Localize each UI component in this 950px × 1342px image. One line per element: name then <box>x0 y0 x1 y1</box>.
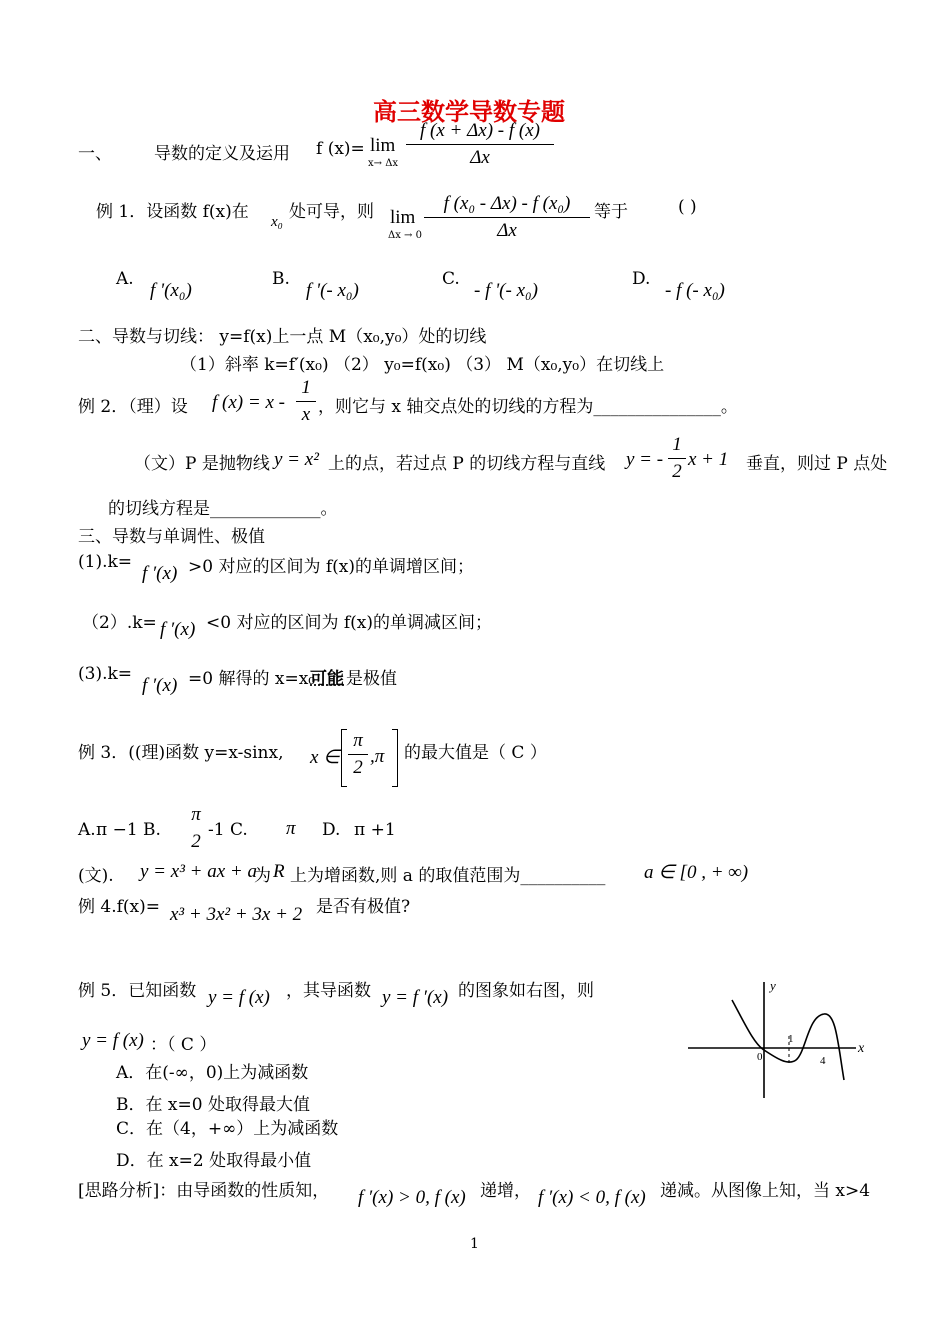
monotonic-line-1a: (1).k= <box>78 552 133 572</box>
ex3-option-d-label: D. <box>322 820 341 840</box>
fraction-numerator: 1 <box>301 377 311 398</box>
ex3-option-a-text: π −1 B. <box>96 820 161 840</box>
option-d-expr: - f (- x₀) <box>665 280 725 301</box>
interval-left-bracket <box>341 729 347 787</box>
ex3-option-b-text: -1 C. <box>208 820 248 840</box>
monotonic-line-1-expr: f ′(x) <box>142 563 178 584</box>
section-two-line: 二、导数与切线： y=f(x)上一点 M（x₀,y₀）处的切线 <box>78 327 487 347</box>
example-five-e2: y = f ′(x) <box>382 987 449 1008</box>
example-three-interval-fraction <box>348 730 368 779</box>
monotonic-line-3b: =0 解得的 x=x₀ <box>188 669 316 689</box>
fraction-denominator: Δx <box>497 220 517 241</box>
ex3-option-c-text: π <box>286 818 296 839</box>
example-two-wen-text4: 的切线方程是_____________。 <box>108 499 338 519</box>
graph-four-label: 4 <box>820 1055 826 1067</box>
fraction-bar <box>296 401 316 402</box>
ex5-option-b: B．在 x=0 处取得最大值 <box>116 1095 310 1115</box>
fraction-bar <box>668 458 686 459</box>
ex3-option-d-text: π +1 <box>354 820 396 840</box>
example-two-text2: ，则它与 x 轴交点处的切线的方程为_______________。 <box>318 397 738 417</box>
example-five-e3: y = f (x) <box>82 1030 144 1051</box>
monotonic-line-2-expr: f ′(x) <box>160 619 196 640</box>
interval-right-bracket <box>392 729 398 787</box>
section-three-title: 三、导数与单调性、极值 <box>78 527 265 547</box>
monotonic-line-1b: >0 对应的区间为 f(x)的单调增区间； <box>188 557 475 577</box>
example-one-fraction <box>424 193 590 242</box>
page-title: 高三数学导数专题 <box>373 98 565 126</box>
example-three-xin: x ∈ <box>310 747 340 768</box>
fraction-numerator: 1 <box>672 434 682 455</box>
analysis-e2: f ′(x) < 0, f (x) <box>538 1187 646 1208</box>
example-three-pi: ,π <box>370 746 385 767</box>
ex3-option-b-fraction <box>186 804 206 853</box>
example-one-text2: 处可导，则 <box>289 202 374 222</box>
section-two-sub: （1）斜率 k=f′(x₀) （2） y₀=f(x₀) （3） M（x₀,y₀）在切线上 <box>180 355 665 375</box>
example-two-fx: f (x) = x - <box>212 392 285 413</box>
page-number: 1 <box>470 1236 479 1252</box>
example-five-text4: ：（ C ） <box>150 1035 217 1055</box>
example-one-lim-sub: Δx → 0 <box>388 230 422 241</box>
example-one-text3: 等于 <box>594 202 628 222</box>
section-one-lim: lim <box>370 135 396 156</box>
section-one-lim-sub: x→ Δx <box>368 158 399 169</box>
section-one-fraction <box>406 120 554 169</box>
example-five-text: 例 5．已知函数 <box>78 981 197 1001</box>
fraction-bar <box>406 144 554 145</box>
example-two-wen-text3: 垂直，则过 P 点处 <box>746 454 888 474</box>
example-four-text2: 是否有极值? <box>316 897 411 917</box>
derivative-graph <box>684 974 884 1104</box>
example-two-wen-text: （文）P 是抛物线 <box>134 454 270 474</box>
example-two-fraction <box>296 377 316 426</box>
monotonic-line-3-expr: f ′(x) <box>142 675 178 696</box>
example-four-text: 例 4.f(x)= <box>78 897 161 917</box>
option-a-expr: f '(x₀) <box>150 280 192 301</box>
example-two-wen-line: y = - <box>626 449 664 470</box>
option-a-label: A. <box>116 269 134 289</box>
ex3-wen-text2: 上为增函数,则 a 的取值范围为__________ <box>290 866 606 886</box>
section-one-text: 导数的定义及运用 <box>154 144 290 164</box>
section-one-label: 一、 <box>78 144 112 164</box>
graph-y-label: y <box>770 978 776 993</box>
ex3-wen-answer: a ∈ [0 , + ∞) <box>644 862 749 883</box>
example-two-wen-line2: x + 1 <box>688 449 729 470</box>
option-b-expr: f '(- x₀) <box>306 280 359 301</box>
monotonic-line-2a: （2）.k= <box>82 613 157 633</box>
example-one-lim: lim <box>390 207 416 228</box>
ex5-option-d: D．在 x=2 处取得最小值 <box>116 1151 312 1171</box>
ex5-option-a: A．在(-∞，0)上为减函数 <box>116 1063 309 1083</box>
example-one-text: 例 1．设函数 f(x)在 <box>96 202 249 222</box>
fraction-numerator: f (x + Δx) - f (x) <box>420 120 540 141</box>
option-c-expr: - f '(- x₀) <box>474 280 538 301</box>
graph-origin-label: 0 <box>757 1051 763 1063</box>
example-five-text2: ，其导函数 <box>286 981 371 1001</box>
ex3-wen-text: 为 <box>254 866 271 886</box>
ex3-wen-label: (文). <box>78 866 114 886</box>
example-one-x0: x₀ <box>271 214 283 230</box>
option-b-label: B. <box>272 269 290 289</box>
monotonic-line-3d: 是极值 <box>346 669 397 689</box>
graph-one-label: 1 <box>788 1033 794 1045</box>
option-d-label: D. <box>632 269 651 289</box>
example-four-expr: x³ + 3x² + 3x + 2 <box>170 904 303 925</box>
fraction-denominator: Δx <box>470 147 490 168</box>
monotonic-line-2b: <0 对应的区间为 f(x)的单调减区间； <box>206 613 493 633</box>
fraction-denominator: 2 <box>672 461 682 482</box>
fraction-bar <box>186 828 206 829</box>
analysis-text: [思路分析]：由导函数的性质知， <box>78 1181 330 1201</box>
example-five-e1: y = f (x) <box>208 987 270 1008</box>
option-c-label: C. <box>442 269 460 289</box>
section-one-fx: f (x)= <box>316 139 365 159</box>
ex3-wen-r: R <box>273 861 285 882</box>
fraction-numerator: π <box>191 804 201 825</box>
analysis-text2: 递增， <box>480 1181 531 1201</box>
analysis-e1: f ′(x) > 0, f (x) <box>358 1187 466 1208</box>
fraction-denominator: 2 <box>191 831 201 852</box>
ex3-option-a-label: A. <box>78 820 96 840</box>
fraction-numerator: f (x₀ - Δx) - f (x₀) <box>443 193 571 214</box>
monotonic-line-3a: (3).k= <box>78 664 133 684</box>
fraction-denominator: 2 <box>353 757 363 778</box>
example-two-wen-fraction <box>668 434 686 483</box>
example-three-text: 例 3．((理)函数 y=x-sinx, <box>78 743 284 763</box>
example-five-text3: 的图象如右图，则 <box>458 981 594 1001</box>
example-two-wen-eq: y = x² <box>274 449 319 470</box>
ex3-wen-eq: y = x³ + ax + a <box>140 861 257 882</box>
example-two-wen-text2: 上的点，若过点 P 的切线方程与直线 <box>328 454 606 474</box>
example-two-text: 例 2．（理）设 <box>78 397 188 417</box>
fraction-numerator: π <box>353 730 363 751</box>
graph-x-label: x <box>858 1041 865 1056</box>
answer-paren: ( ) <box>678 197 697 217</box>
ex5-option-c: C．在（4，+∞）上为减函数 <box>116 1119 339 1139</box>
monotonic-line-3-emphasis: 可能 <box>310 669 344 689</box>
fraction-bar <box>348 754 368 755</box>
analysis-text3: 递减。从图像上知，当 x>4 <box>660 1181 871 1201</box>
fraction-denominator: x <box>301 404 311 425</box>
fraction-bar <box>424 217 590 218</box>
example-three-text2: 的最大值是（ C ） <box>404 743 547 763</box>
